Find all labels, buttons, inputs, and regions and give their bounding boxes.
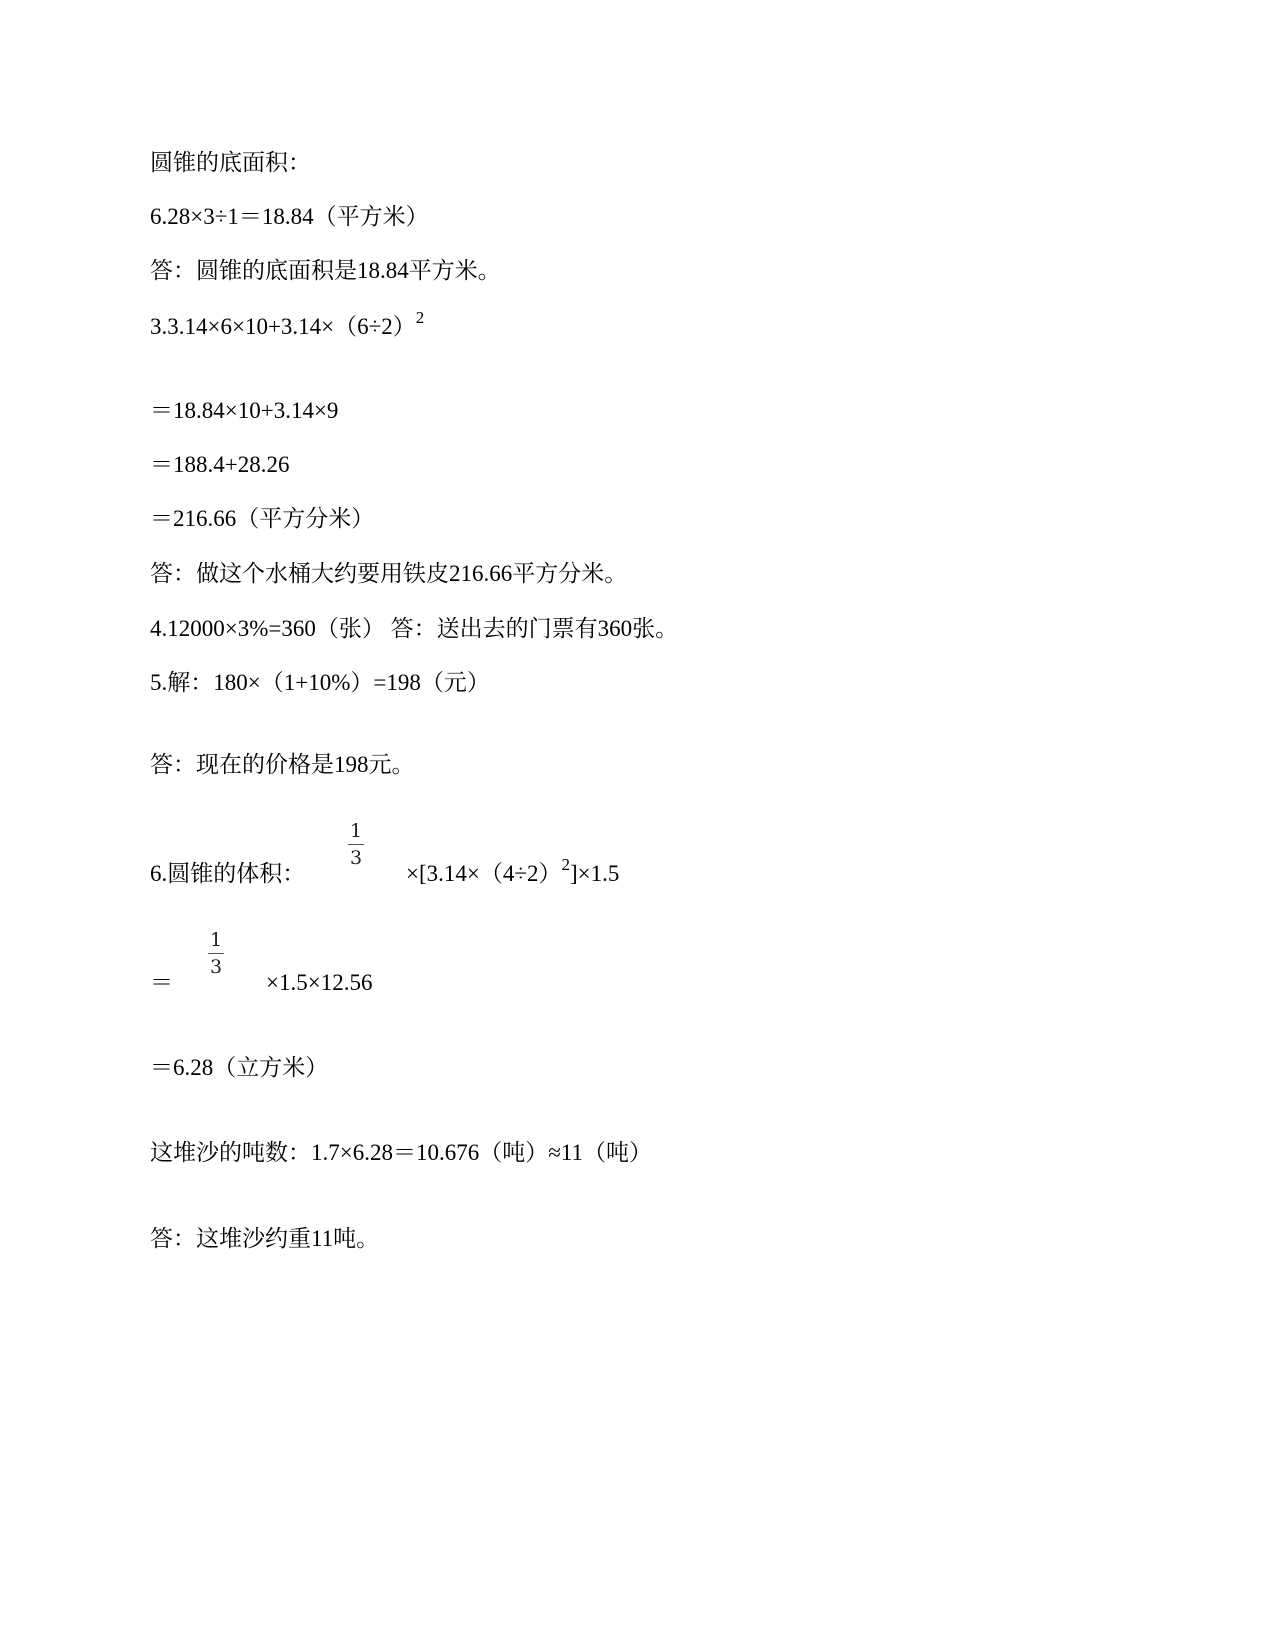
calc-line: 6.28×3÷1＝18.84（平方米）: [150, 204, 429, 229]
expression-part: ×[3.14×（4÷2）: [406, 861, 562, 886]
answer-line: 答：圆锥的底面积是18.84平方米。: [150, 258, 501, 283]
fraction-denominator: 3: [349, 847, 363, 869]
problem-6-prefix: 6.圆锥的体积：: [150, 861, 306, 886]
calc-line: ＝216.66（平方分米）: [150, 506, 375, 531]
problem-6-expression: [406, 855, 620, 891]
fraction-one-third: [208, 929, 224, 978]
exponent: 2: [415, 308, 425, 327]
cone-base-area-heading: 圆锥的底面积：: [150, 150, 311, 175]
answer-line: 答：这堆沙约重11吨。: [150, 1226, 380, 1251]
calc-line: 这堆沙的吨数：1.7×6.28＝10.676（吨）≈11（吨）: [150, 1140, 652, 1165]
fraction-denominator: 3: [209, 956, 223, 978]
fraction-numerator: 1: [209, 929, 223, 951]
problem-3-expression: 3.3.14×6×10+3.14×（6÷2）: [150, 314, 416, 339]
fraction-bar: [348, 844, 364, 845]
answer-line: 答：做这个水桶大约要用铁皮216.66平方分米。: [150, 561, 628, 586]
answer-line: 答：现在的价格是198元。: [150, 752, 415, 777]
fraction-numerator: 1: [349, 820, 363, 842]
problem-4-line: 4.12000×3%=360（张） 答：送出去的门票有360张。: [150, 616, 679, 641]
fraction-bar: [208, 953, 224, 954]
calc-line: ＝18.84×10+3.14×9: [150, 398, 339, 423]
calc-line: ＝6.28（立方米）: [150, 1055, 329, 1080]
problem-5-line: 5.解：180×（1+10%）=198（元）: [150, 670, 490, 695]
calc-expression: ×1.5×12.56: [266, 970, 373, 995]
expression-part: ]×1.5: [569, 861, 620, 886]
exponent: 2: [561, 855, 570, 874]
equals-sign: ＝: [150, 970, 173, 995]
problem-3-line: [150, 308, 425, 344]
fraction-one-third: [348, 820, 364, 869]
calc-line: ＝188.4+28.26: [150, 452, 290, 477]
